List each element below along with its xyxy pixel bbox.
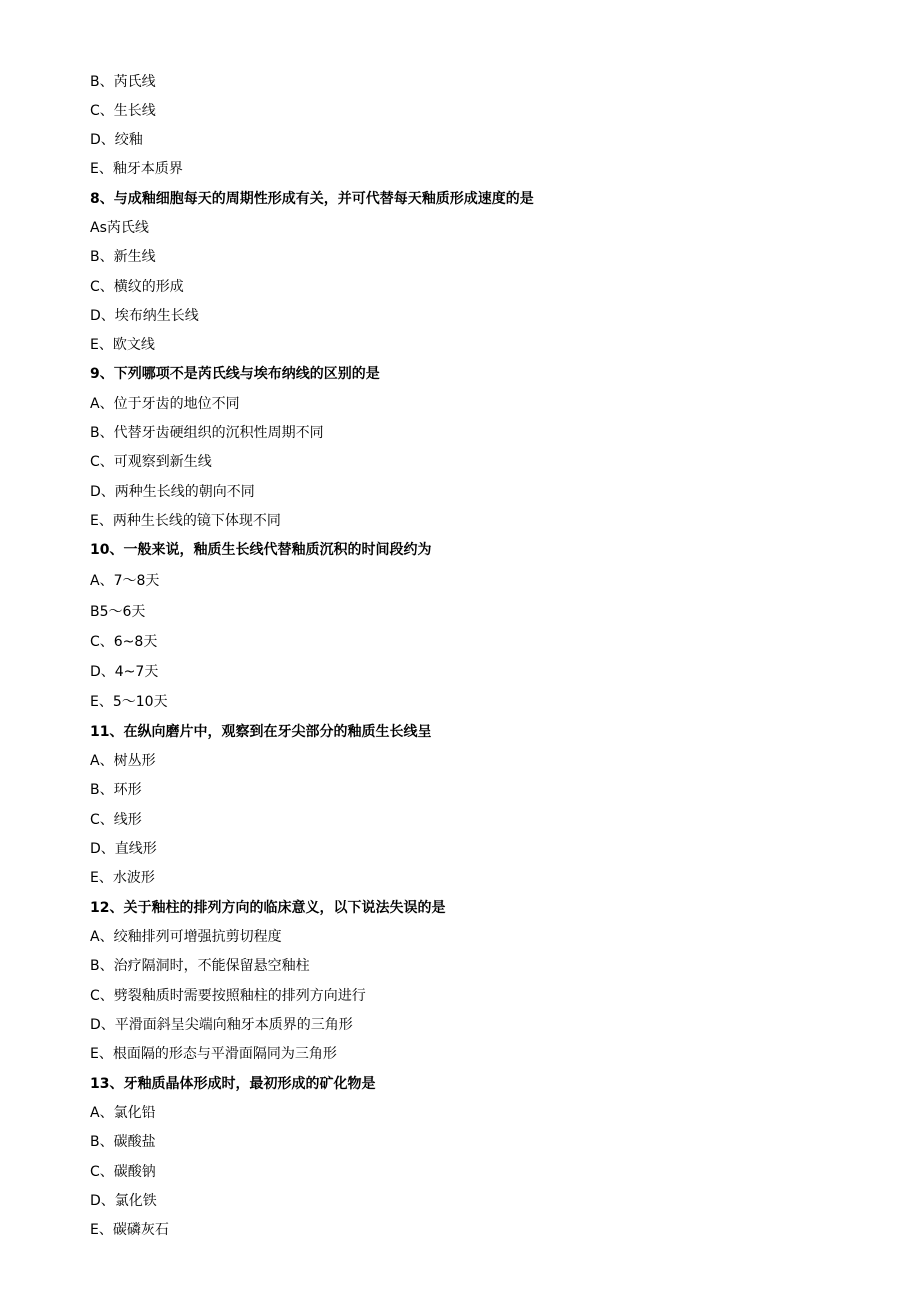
option-d-text: D、两种生长线的朝向不同 [90, 484, 255, 500]
option-e-text: E、碳磷灰石 [90, 1222, 169, 1238]
option-c-text: C、线形 [90, 812, 142, 828]
option-a-text: As芮氏线 [90, 220, 149, 236]
option-a-text: A、7～8天 [90, 573, 160, 589]
option-e-text: E、根面隔的形态与平滑面隔同为三角形 [90, 1046, 337, 1062]
option-c-text: C、6~8天 [90, 634, 158, 650]
option-e-text: E、欧文线 [90, 337, 155, 353]
option-c-text: C、劈裂釉质时需要按照釉柱的排列方向进行 [90, 988, 366, 1004]
question-8-text: 8、与成釉细胞每天的周期性形成有关，并可代替每天釉质形成速度的是 [90, 191, 534, 207]
option-b-text: B、治疗隔洞时，不能保留悬空釉柱 [90, 958, 310, 974]
question-13-text: 13、牙釉质晶体形成时，最初形成的矿化物是 [90, 1076, 376, 1092]
option-b-text: B、环形 [90, 782, 142, 798]
option-d-text: D、平滑面斜呈尖端向釉牙本质界的三角形 [90, 1017, 353, 1033]
question-11-text: 11、在纵向磨片中，观察到在牙尖部分的釉质生长线呈 [90, 724, 432, 740]
option-e-text: E、两种生长线的镜下体现不同 [90, 513, 281, 529]
option-d-text: D、氯化铁 [90, 1193, 157, 1209]
option-d-text: D、绞釉 [90, 132, 143, 148]
option-a-text: A、绞釉排列可增强抗剪切程度 [90, 929, 282, 945]
option-e-text: E、水波形 [90, 870, 155, 886]
option-c-text: C、可观察到新生线 [90, 454, 212, 470]
option-e-text: E、5～10天 [90, 694, 168, 710]
option-e-text: E、釉牙本质界 [90, 161, 183, 177]
option-b-text: B、代替牙齿硬组织的沉积性周期不同 [90, 425, 324, 441]
option-a-text: A、树丛形 [90, 753, 156, 769]
question-10-text: 10、一般来说，釉质生长线代替釉质沉积的时间段约为 [90, 542, 432, 558]
option-b-text: B、芮氏线 [90, 74, 156, 90]
option-d-text: D、埃布纳生长线 [90, 308, 199, 324]
option-c-text: C、横纹的形成 [90, 279, 184, 295]
option-b-text: B、新生线 [90, 249, 156, 265]
option-c-text: C、生长线 [90, 103, 156, 119]
option-b-text: B5～6天 [90, 604, 146, 620]
option-b-text: B、碳酸盐 [90, 1134, 156, 1150]
option-a-text: A、位于牙齿的地位不同 [90, 396, 240, 412]
question-12-text: 12、关于釉柱的排列方向的临床意义，以下说法失误的是 [90, 900, 446, 916]
question-9-text: 9、下列哪项不是芮氏线与埃布纳线的区别的是 [90, 366, 380, 382]
option-c-text: C、碳酸钠 [90, 1164, 156, 1180]
option-a-text: A、氯化铅 [90, 1105, 156, 1121]
option-d-text: D、直线形 [90, 841, 157, 857]
option-d-text: D、4~7天 [90, 664, 159, 680]
